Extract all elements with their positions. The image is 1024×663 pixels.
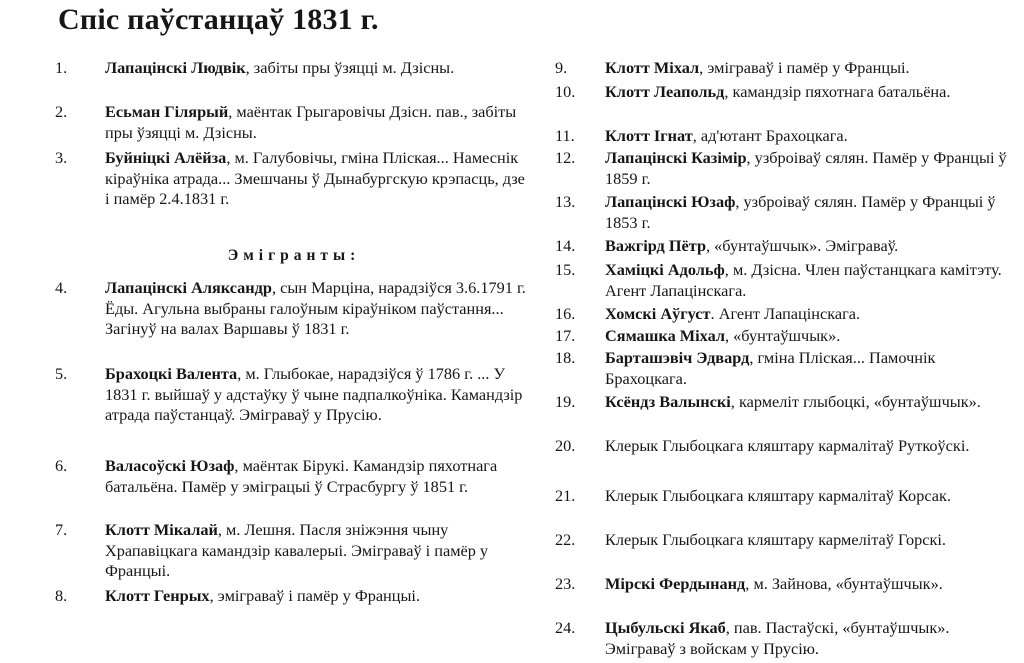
entry-text: , м. Глыбокае, нарадзіўся ў 1786 г. ... У 1831 г. выйшаў у адстаўку ў чыне падпалкоўніка. Камандзір атрада паўстанцаў. Эміграваў у Прусію. xyxy=(105,364,523,425)
entry-number: 14. xyxy=(555,236,576,255)
entry-number: 15. xyxy=(555,260,576,279)
entry-number: 19. xyxy=(555,392,576,411)
entry-name: Клотт Ігнат xyxy=(605,126,693,145)
entry-number: 9. xyxy=(555,58,568,77)
right-column xyxy=(555,58,1017,662)
entry-number: 17. xyxy=(555,326,576,345)
list-item xyxy=(555,260,1017,304)
list-item xyxy=(55,148,533,246)
left-column xyxy=(55,58,533,630)
entry-text: Клерык Глыбоцкага кляштару кармалітаў Руткоўскі. xyxy=(605,436,970,455)
entry-number: 23. xyxy=(555,574,576,593)
entry-number: 18. xyxy=(555,348,576,367)
entry-text: . Агент Лапацінскага. xyxy=(710,304,861,323)
entry-text: , м. Галубовічы, гміна Пліская... Намеснік кіраўніка атрада... Змешчаны ў Дынабургскую крэпасць, дзе і памёр 2.4.1831 г. xyxy=(105,148,525,209)
list-item xyxy=(55,456,533,520)
entry-name: Лапацінскі Аляксандр xyxy=(105,278,272,297)
entry-text: Клерык Глыбоцкага кляштару кармалітаў Корсак. xyxy=(605,486,951,505)
list-item xyxy=(55,58,533,102)
entry-name: Клотт Мікалай xyxy=(105,520,218,539)
list-item xyxy=(555,530,1017,574)
entry-number: 8. xyxy=(55,586,68,605)
entry-number: 3. xyxy=(55,148,68,167)
entry-text: , м. Зайнова, «бунтаўшчык». xyxy=(745,574,943,593)
list-item xyxy=(555,486,1017,530)
list-item xyxy=(555,192,1017,236)
entry-number: 11. xyxy=(555,126,575,145)
entry-name: Есьман Гілярый xyxy=(105,102,229,121)
entry-number: 6. xyxy=(55,456,68,475)
entry-name: Клотт Леапольд xyxy=(605,82,725,101)
entry-text: , ад'ютант Брахоцкага. xyxy=(692,126,848,145)
entry-text: , узброіваў сялян. Памёр у Францыі ў 1853 г. xyxy=(605,192,996,232)
entry-text: , сын Марціна, нарадзіўся 3.6.1791 г. Ёды. Агульна выбраны галоўным кіраўніком паўстання... Загінуў на валах Варшавы ў 1831 г. xyxy=(105,278,526,339)
entry-name: Клотт Генрых xyxy=(105,586,210,605)
entry-name: Хаміцкі Адольф xyxy=(605,260,725,279)
entry-text: , кармеліт глыбоцкі, «бунтаўшчык». xyxy=(730,392,981,411)
entry-number: 7. xyxy=(55,520,68,539)
entry-name: Сямашка Міхал xyxy=(605,326,726,345)
entry-text: , «бунтаўшчык». Эміграваў. xyxy=(706,236,899,255)
list-item xyxy=(55,278,533,364)
list-item xyxy=(555,148,1017,192)
entry-name: Брахоцкі Валента xyxy=(105,364,238,383)
list-item xyxy=(55,364,533,456)
entry-number: 10. xyxy=(555,82,576,101)
list-item xyxy=(555,392,1017,436)
entry-name: Барташэвіч Эдвард xyxy=(605,348,750,367)
entry-text: , узброіваў сялян. Памёр у Францыі ў 1859 г. xyxy=(605,148,1007,188)
page-title: Спіс паўстанцаў 1831 г. xyxy=(58,3,379,36)
entry-name: Клотт Міхал xyxy=(605,58,700,77)
entry-text: , маёнтак Бірукі. Камандзір пяхотнага батальёна. Памёр у эміграцыі ў Страсбургу ў 1851 г. xyxy=(105,456,498,496)
entry-text: , камандзір пяхотнага батальёна. xyxy=(724,82,951,101)
entry-number: 5. xyxy=(55,364,68,383)
list-item xyxy=(555,574,1017,618)
entry-number: 13. xyxy=(555,192,576,211)
entry-text: , эміграваў і памёр у Францыі. xyxy=(699,58,910,77)
entry-number: 21. xyxy=(555,486,576,505)
entry-name: Важгірд Пётр xyxy=(605,236,707,255)
entry-text: , эміграваў і памёр у Францыі. xyxy=(209,586,421,605)
entry-name: Лапацінскі Казімір xyxy=(605,148,747,167)
entry-name: Лапацінскі Людвік xyxy=(105,58,246,77)
list-item xyxy=(555,58,1017,82)
entry-number: 12. xyxy=(555,148,576,167)
list-item xyxy=(555,436,1017,486)
list-item xyxy=(555,304,1017,326)
entry-name: Ксёндз Валынскі xyxy=(605,392,731,411)
list-item xyxy=(55,586,533,630)
list-item xyxy=(555,618,1017,662)
list-item xyxy=(555,236,1017,260)
entry-text: Клерык Глыбоцкага кляштару кармелітаў Горскі. xyxy=(605,530,946,549)
entry-name: Мірскі Фердынанд xyxy=(605,574,746,593)
list-item xyxy=(555,326,1017,348)
entry-number: 2. xyxy=(55,102,68,121)
entry-number: 24. xyxy=(555,618,576,637)
entry-text: , м. Дзісна. Член паўстанцкага камітэту. Агент Лапацінскага. xyxy=(605,260,1002,300)
entry-name: Валасоўскі Юзаф xyxy=(105,456,235,475)
list-item xyxy=(55,520,533,586)
entry-number: 1. xyxy=(55,58,68,77)
entry-number: 4. xyxy=(55,278,68,297)
section-heading: Эмігранты: xyxy=(227,247,361,264)
entry-text: , гміна Пліская... Памочнік Брахоцкага. xyxy=(605,348,936,388)
list-item xyxy=(555,348,1017,392)
entry-text: , «бунтаўшчык». xyxy=(725,326,841,345)
entry-name: Лапацінскі Юзаф xyxy=(605,192,736,211)
entry-name: Хомскі Аўгуст xyxy=(605,304,711,323)
entry-number: 22. xyxy=(555,530,576,549)
entry-text: , пав. Пастаўскі, «бунтаўшчык». Эміграваў з войскам у Прусію. xyxy=(605,618,950,658)
entry-number: 20. xyxy=(555,436,576,455)
entry-name: Цыбульскі Якаб xyxy=(605,618,726,637)
list-item xyxy=(555,82,1017,126)
entry-text: , забіты пры ўзяцці м. Дзісны. xyxy=(245,58,455,77)
list-item xyxy=(55,102,533,148)
entry-name: Буйніцкі Алёйза xyxy=(105,148,227,167)
list-item xyxy=(555,126,1017,148)
entry-text: , м. Лешня. Пасля зніжэння чыну Храпавіцкага камандзір кавалерыі. Эміграваў і памёр у Францыі. xyxy=(105,520,489,581)
entry-number: 16. xyxy=(555,304,576,323)
entry-text: , маёнтак Грыгаровічы Дзісн. пав., забіты пры ўзяцці м. Дзісны. xyxy=(105,102,517,142)
